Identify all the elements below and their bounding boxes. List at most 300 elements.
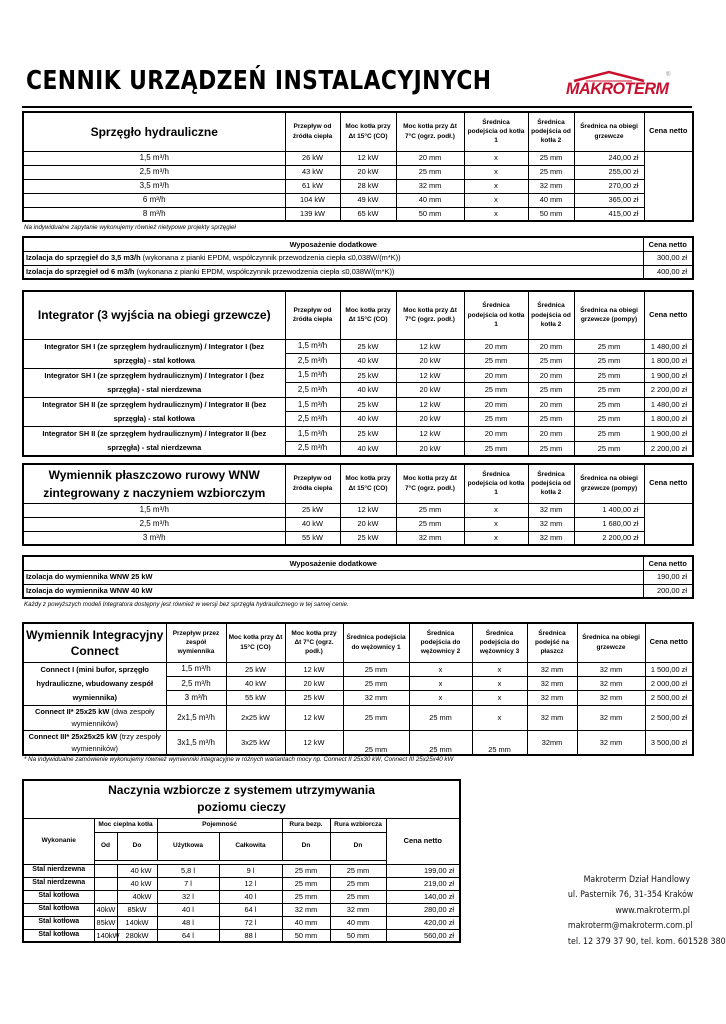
price-cell: 2 500,00 zł <box>645 691 693 705</box>
table-cell: 32mm <box>527 730 577 755</box>
table-cell: 1,5 m³/h <box>166 662 226 676</box>
table-cell: 25 mm <box>343 676 409 690</box>
table-cell: 32 mm <box>396 179 464 193</box>
col-header: Przepływ przez zespół wymiennika <box>166 623 226 662</box>
contact-address: ul. Pasternik 76, 31-354 Kraków <box>567 889 694 901</box>
table-cell: 25 mm <box>330 890 386 903</box>
table-cell: 28 kW <box>340 179 396 193</box>
table-cell: 25 mm <box>282 864 330 877</box>
table-cell: 6 m³/h <box>23 193 285 207</box>
col-header: Cena netto <box>644 112 693 151</box>
table-cell: 40 l <box>219 890 282 903</box>
table-cell: 25 kW <box>340 368 396 383</box>
table-row <box>23 877 460 890</box>
table-cell: 25 mm <box>330 864 386 877</box>
table-row <box>23 705 693 730</box>
table-cell: 12 kW <box>396 368 464 383</box>
table-row <box>23 193 693 207</box>
table-cell: 2x25 kW <box>226 705 285 730</box>
table-cell: 12 kW <box>340 151 396 165</box>
table-cell: 20 mm <box>528 426 574 441</box>
table-cell: 20 kW <box>396 441 464 456</box>
table-cell: x <box>409 662 472 676</box>
table-cell: 2,5 m³/h <box>285 441 340 456</box>
table-cell: 12 kW <box>396 339 464 354</box>
table-cell: 25 kW <box>285 503 340 517</box>
table-cell: 55 kW <box>226 691 285 705</box>
col-header: Cena netto <box>386 818 460 864</box>
addon-price: 200,00 zł <box>643 584 693 598</box>
addon-title: Wyposażenie dodatkowe <box>23 556 643 570</box>
col-header: Cena netto <box>644 291 693 339</box>
table-cell: 25 mm <box>574 354 644 369</box>
table-cell: 32 mm <box>528 503 574 517</box>
table-cell: 2x1,5 m³/h <box>166 705 226 730</box>
table-cell: 40 kW <box>340 354 396 369</box>
table-cell: 20 kW <box>285 676 343 690</box>
table-cell: 32 mm <box>577 730 645 755</box>
addon-name: Izolacja do wymiennika WNW 25 kW <box>23 570 643 584</box>
table-cell: 32 mm <box>330 903 386 916</box>
table-cell: 50 mm <box>528 207 574 221</box>
table-cell: 32 mm <box>527 676 577 690</box>
wnw-table <box>22 463 694 546</box>
price-cell: 560,00 zł <box>386 929 460 942</box>
table-cell: 25 mm <box>464 441 528 456</box>
col-header: Przepływ od źródła ciepła <box>285 112 340 151</box>
table-cell: 2,5 m³/h <box>285 383 340 398</box>
model-name: Integrator SH II (ze sprzęgłem hydraulicznym) / Integrator II (bez sprzęgła) - stal kotłowa <box>23 397 285 426</box>
col-header: Od <box>94 832 117 860</box>
col-header: Dn <box>282 832 330 860</box>
col-header: Średnica na obiegi grzewcze <box>574 112 644 151</box>
price-cell: 1 400,00 zł <box>574 503 644 517</box>
table-cell: 2,5 m³/h <box>23 165 285 179</box>
table-row <box>23 207 693 221</box>
table-cell: 32 mm <box>577 691 645 705</box>
table-cell: 25 mm <box>330 877 386 890</box>
table-cell: 55 kW <box>285 531 340 545</box>
table-cell: 25 mm <box>574 339 644 354</box>
table-cell: 20 mm <box>396 151 464 165</box>
table-cell: 32 mm <box>527 705 577 730</box>
col-header: Moc kotła przy Δt 7°C (ogrz. podł.) <box>396 464 464 503</box>
table-cell <box>94 890 117 903</box>
table-cell: 25 kW <box>340 426 396 441</box>
table-cell: 2,5 m³/h <box>23 517 285 531</box>
product-name: Sprzęgło hydrauliczne <box>23 112 285 151</box>
page-title: CENNIK URZĄDZEŃ INSTALACYJNYCH <box>26 66 492 96</box>
table-cell: 139 kW <box>285 207 340 221</box>
table-cell: x <box>464 179 528 193</box>
col-header: Moc kotła przy Δt 7°C (ogrz. podł.) <box>396 291 464 339</box>
table-cell: 40 mm <box>528 193 574 207</box>
table-cell: 48 l <box>157 916 219 929</box>
naczynia-rows <box>23 864 460 942</box>
table-cell: 32 mm <box>527 691 577 705</box>
table-cell: 32 mm <box>577 662 645 676</box>
addon-price: 400,00 zł <box>643 265 693 279</box>
product-name: Integrator (3 wyjścia na obiegi grzewcze) <box>23 291 285 339</box>
table-cell: 25 mm <box>343 705 409 730</box>
col-header: Średnica na obiegi grzewcze (pompy) <box>574 464 644 503</box>
table-cell: 25 mm <box>574 397 644 412</box>
table-row <box>23 397 693 412</box>
col-header: Średnica na obiegi grzewcze (pompy) <box>574 291 644 339</box>
price-cell: 2 200,00 zł <box>574 531 644 545</box>
col-header: Moc kotła przy Δt 15°C (CO) <box>340 291 396 339</box>
table-cell: Stal nierdzewna <box>23 877 94 890</box>
connect-table <box>22 622 694 756</box>
table-cell: 2,5 m³/h <box>285 412 340 427</box>
table-cell: 1,5 m³/h <box>285 397 340 412</box>
table-cell: 32 mm <box>527 662 577 676</box>
table-cell: 20 kW <box>340 165 396 179</box>
integrator-rows <box>23 339 693 456</box>
price-cell: 1 680,00 zł <box>574 517 644 531</box>
table-cell: 32 mm <box>282 903 330 916</box>
table-cell: 2,5 m³/h <box>285 354 340 369</box>
col-header: Pojemność <box>157 818 282 832</box>
addon-price: 190,00 zł <box>643 570 693 584</box>
table-cell: 25 mm <box>574 426 644 441</box>
table-cell: 25 mm <box>464 383 528 398</box>
price-cell: 199,00 zł <box>386 864 460 877</box>
table-cell: 25 mm <box>528 441 574 456</box>
table-cell: 280kW <box>117 929 157 942</box>
table-cell: 20 kW <box>340 517 396 531</box>
table-cell: 40 l <box>157 903 219 916</box>
table-cell: x <box>472 691 527 705</box>
table-row <box>23 531 693 545</box>
table-cell: 12 kW <box>396 397 464 412</box>
price-cell: 2 200,00 zł <box>644 383 693 398</box>
col-header: Przepływ od źródła ciepła <box>285 464 340 503</box>
col-header: Użytkowa <box>157 832 219 860</box>
table-cell: Stal kotłowa <box>23 890 94 903</box>
table-cell: 25 kW <box>285 691 343 705</box>
addon-price-header: Cena netto <box>643 237 693 251</box>
integrator-table <box>22 290 694 457</box>
table-cell: 25 mm <box>528 354 574 369</box>
wyposazenie-table <box>22 236 694 280</box>
title-rule <box>22 106 692 108</box>
table-cell: 61 kW <box>285 179 340 193</box>
table-cell: 25 mm <box>343 730 409 755</box>
table-cell: 32 l <box>157 890 219 903</box>
addon-row <box>23 251 643 265</box>
addon-name: Izolacja do sprzęgieł od 6 m3/h <box>26 267 135 277</box>
model-name: Integrator SH II (ze sprzęgłem hydraulicznym) / Integrator II (bez sprzęgła) - stal nierdzewna <box>23 426 285 456</box>
model-name: Integrator SH I (ze sprzęgłem hydraulicznym) / Integrator I (bez sprzęgła) - stal nierdzewna <box>23 368 285 397</box>
table-cell: x <box>472 662 527 676</box>
table-cell: 72 l <box>219 916 282 929</box>
price-cell: 415,00 zł <box>574 207 644 221</box>
contact-company: Makroterm Dział Handlowy <box>583 874 690 885</box>
makroterm-logo <box>566 70 674 100</box>
table-cell: 85kW <box>94 916 117 929</box>
price-cell: 219,00 zł <box>386 877 460 890</box>
col-header: Rura wzbiorcza <box>330 818 386 832</box>
table-cell: 25 kW <box>226 662 285 676</box>
table-cell: 50 mm <box>282 929 330 942</box>
table-cell: 3,5 m³/h <box>23 179 285 193</box>
col-header: Średnica podejścia do wężownicy 3 <box>472 623 527 662</box>
table-cell: 25 mm <box>528 383 574 398</box>
table-cell: 1,5 m³/h <box>23 151 285 165</box>
table-cell: 40 kW <box>340 383 396 398</box>
table-cell: 50 mm <box>330 929 386 942</box>
price-cell: 420,00 zł <box>386 916 460 929</box>
col-header: Moc kotła przy Δt 15°C (CO) <box>340 112 396 151</box>
wnw-rows <box>23 503 693 545</box>
table-cell: 40 mm <box>396 193 464 207</box>
table-cell: x <box>464 193 528 207</box>
table-cell: 50 mm <box>396 207 464 221</box>
col-header: Średnica podejścia od kotła 1 <box>464 112 528 151</box>
table-cell: 88 l <box>219 929 282 942</box>
price-cell: 1 900,00 zł <box>644 426 693 441</box>
contact-website: www.makroterm.pl <box>615 904 690 916</box>
table-cell: 3x1,5 m³/h <box>166 730 226 755</box>
wyposazenie2-table <box>22 555 694 599</box>
logo-registered: ® <box>666 72 671 78</box>
table-cell: 25 mm <box>574 412 644 427</box>
contact-phone: tel. 12 379 37 90, tel. kom. 601528 380 <box>567 935 726 947</box>
table-cell: 25 mm <box>396 503 464 517</box>
table-cell: 20 mm <box>464 397 528 412</box>
sprzeglo-note: Na indywidualne zapytanie wykonujemy również nietypowe projekty sprzęgieł <box>24 224 236 231</box>
table-cell: x <box>464 503 528 517</box>
col-header: Średnica podejść na płaszcz <box>527 623 577 662</box>
table-row <box>23 890 460 903</box>
table-cell: 32 mm <box>528 531 574 545</box>
col-header: Moc kotła przy Δt 7°C (ogrz. podł.) <box>285 623 343 662</box>
price-cell: 1 900,00 zł <box>644 368 693 383</box>
table-cell: 1,5 m³/h <box>23 503 285 517</box>
col-header: Średnica podejścia od kotła 1 <box>464 464 528 503</box>
price-cell: 2 200,00 zł <box>644 441 693 456</box>
col-header: Całkowita <box>219 832 282 860</box>
table-cell: 26 kW <box>285 151 340 165</box>
integrator-note: Każdy z powyższych modeli Integratora dostępny jest również w wersji bez sprzęgła hydraulicznego w tej samej cenie. <box>24 601 349 608</box>
table-cell: 12 kW <box>396 426 464 441</box>
table-cell: 20 kW <box>396 412 464 427</box>
table-cell: 32 mm <box>343 691 409 705</box>
table-cell: 7 l <box>157 877 219 890</box>
table-cell: 40 kW <box>117 864 157 877</box>
table-cell: 25 mm <box>472 730 527 755</box>
addon-desc: (wykonana z pianki EPDM, współczynnik przewodzenia ciepła ≤0,038W/(m*K)) <box>140 253 401 263</box>
connect-note: * Na indywidualne zamówienie wykonujemy również wymienniki integracyjne w różnych wariantach mocy np. Connect II 25x30 kW, Connect III 25x25x40 kW <box>24 756 454 763</box>
table-cell: Stal kotłowa <box>23 929 94 942</box>
logo-text: MAKROTERM <box>566 79 669 98</box>
price-cell: 1 500,00 zł <box>645 662 693 676</box>
col-header: Moc kotła przy Δt 15°C (CO) <box>226 623 285 662</box>
table-cell: x <box>464 207 528 221</box>
sprzeglo-table <box>22 111 694 222</box>
table-cell: Stal kotłowa <box>23 916 94 929</box>
table-cell: 104 kW <box>285 193 340 207</box>
price-cell: 1 800,00 zł <box>644 412 693 427</box>
price-cell: 140,00 zł <box>386 890 460 903</box>
table-cell: 2,5 m³/h <box>166 676 226 690</box>
table-cell: 32 mm <box>528 517 574 531</box>
table-cell: 64 l <box>219 903 282 916</box>
table-row <box>23 929 460 942</box>
model-name <box>23 705 166 730</box>
table-cell: 20 mm <box>464 368 528 383</box>
table-cell: 5,8 l <box>157 864 219 877</box>
table-cell: 140kW <box>94 929 117 942</box>
price-cell: 1 480,00 zł <box>644 397 693 412</box>
table-cell: 20 mm <box>528 397 574 412</box>
table-cell: 25 mm <box>528 151 574 165</box>
table-cell: 25 mm <box>343 662 409 676</box>
connect-rows <box>23 662 693 755</box>
table-cell: 40 kW <box>340 441 396 456</box>
addon-name: Izolacja do sprzęgieł do 3,5 m3/h <box>26 253 141 263</box>
addon-price: 300,00 zł <box>643 251 693 265</box>
col-header: Cena netto <box>645 623 693 662</box>
table-cell <box>94 877 117 890</box>
table-cell: 12 kW <box>285 662 343 676</box>
table-cell: 25 mm <box>528 412 574 427</box>
table-cell: 49 kW <box>340 193 396 207</box>
table-cell: 25 mm <box>528 165 574 179</box>
table-row <box>23 426 693 441</box>
sprzeglo-rows <box>23 151 693 221</box>
table-cell: 40 mm <box>330 916 386 929</box>
price-cell: 240,00 zł <box>574 151 644 165</box>
naczynia-title: Naczynia wzbiorcze z systemem utrzymywania poziomu cieczy <box>23 780 460 818</box>
table-row <box>23 517 693 531</box>
table-cell: x <box>409 691 472 705</box>
col-header: Średnica na obiegi grzewcze <box>577 623 645 662</box>
addon-price-header: Cena netto <box>643 556 693 570</box>
col-header: Cena netto <box>644 464 693 503</box>
table-row <box>23 730 693 755</box>
table-cell: 3x25 kW <box>226 730 285 755</box>
table-cell: 3 m³/h <box>23 531 285 545</box>
table-cell: 12 kW <box>340 503 396 517</box>
table-row <box>23 503 693 517</box>
table-cell: 40 mm <box>282 916 330 929</box>
table-row <box>23 368 693 383</box>
col-header: Do <box>117 832 157 860</box>
col-header: Rura bezp. <box>282 818 330 832</box>
table-cell: 85kW <box>117 903 157 916</box>
model-name: Integrator SH I (ze sprzęgłem hydraulicznym) / Integrator I (bez sprzęgła) - stal kotłowa <box>23 339 285 368</box>
col-header: Dn <box>330 832 386 860</box>
table-cell: 20 mm <box>528 339 574 354</box>
table-cell: 25 mm <box>574 383 644 398</box>
price-cell: 2 500,00 zł <box>645 705 693 730</box>
table-cell: 64 l <box>157 929 219 942</box>
price-cell: 1 480,00 zł <box>644 339 693 354</box>
col-header: Średnica podejścia od kotła 1 <box>464 291 528 339</box>
table-cell: 12 l <box>219 877 282 890</box>
table-row <box>23 151 693 165</box>
table-cell: 20 kW <box>396 354 464 369</box>
product-name: Wymiennik płaszczowo rurowy WNW zintegrowany z naczyniem wzbiorczym <box>23 464 285 503</box>
table-cell: 43 kW <box>285 165 340 179</box>
table-cell: x <box>464 517 528 531</box>
model-name-desc: (trzy zespoły wymienników) <box>71 731 161 753</box>
col-header: Średnica podejścia do wężownicy 2 <box>409 623 472 662</box>
table-cell: 25 mm <box>282 890 330 903</box>
table-cell: x <box>464 165 528 179</box>
table-cell: 25 kW <box>340 339 396 354</box>
col-header: Średnica podejścia od kotła 2 <box>528 291 574 339</box>
col-header: Średnica podejścia od kotła 2 <box>528 112 574 151</box>
table-cell: 25 mm <box>574 368 644 383</box>
table-cell: x <box>472 676 527 690</box>
price-cell: 280,00 zł <box>386 903 460 916</box>
col-header: Średnica podejścia do wężownicy 1 <box>343 623 409 662</box>
table-cell: 25 kW <box>340 531 396 545</box>
naczynia-table <box>22 779 461 943</box>
table-cell: 20 mm <box>464 339 528 354</box>
price-cell: 255,00 zł <box>574 165 644 179</box>
table-row <box>23 662 693 676</box>
addon-desc: (wykonana z pianki EPDM, współczynnik przewodzenia ciepła ≤0,038W/(m*K)) <box>134 267 395 277</box>
table-cell: 32 mm <box>528 179 574 193</box>
table-cell: 40 kW <box>285 517 340 531</box>
table-cell: 25 mm <box>464 354 528 369</box>
table-cell: x <box>409 676 472 690</box>
table-cell: 20 mm <box>528 368 574 383</box>
table-cell: 140kW <box>117 916 157 929</box>
table-cell: 12 kW <box>285 730 343 755</box>
col-header: Wykonanie <box>23 818 94 864</box>
table-cell: 8 m³/h <box>23 207 285 221</box>
table-cell: 9 l <box>219 864 282 877</box>
col-header: Przepływ od źródła ciepła <box>285 291 340 339</box>
col-header: Moc cieplna kotła <box>94 818 157 832</box>
table-cell: 40 kW <box>226 676 285 690</box>
addon-name: Izolacja do wymiennika WNW 40 kW <box>23 584 643 598</box>
table-cell: 25 mm <box>282 877 330 890</box>
model-name-bold: Connect II* 25x25 kW <box>34 706 110 716</box>
table-cell: 12 kW <box>285 705 343 730</box>
price-cell: 3 500,00 zł <box>645 730 693 755</box>
table-row <box>23 864 460 877</box>
addon-title: Wyposażenie dodatkowe <box>23 237 643 251</box>
table-cell: 20 kW <box>396 383 464 398</box>
model-name-bold: Connect III* 25x25x25 kW <box>28 731 118 741</box>
table-cell: 25 mm <box>409 730 472 755</box>
table-cell: x <box>472 705 527 730</box>
table-cell: 3 m³/h <box>166 691 226 705</box>
table-cell: 40kW <box>94 903 117 916</box>
table-row <box>23 165 693 179</box>
table-cell: 40 kW <box>340 412 396 427</box>
table-cell: 25 mm <box>464 412 528 427</box>
table-cell: 25 kW <box>340 397 396 412</box>
col-header: Średnica podejścia od kotła 2 <box>528 464 574 503</box>
contact-block <box>567 872 726 949</box>
table-row <box>23 903 460 916</box>
table-cell: Stal nierdzewna <box>23 864 94 877</box>
table-row <box>23 916 460 929</box>
price-cell: 270,00 zł <box>574 179 644 193</box>
price-cell: 365,00 zł <box>574 193 644 207</box>
price-cell: 2 000,00 zł <box>645 676 693 690</box>
table-cell: 25 mm <box>574 441 644 456</box>
table-cell: 1,5 m³/h <box>285 426 340 441</box>
table-cell: 1,5 m³/h <box>285 368 340 383</box>
